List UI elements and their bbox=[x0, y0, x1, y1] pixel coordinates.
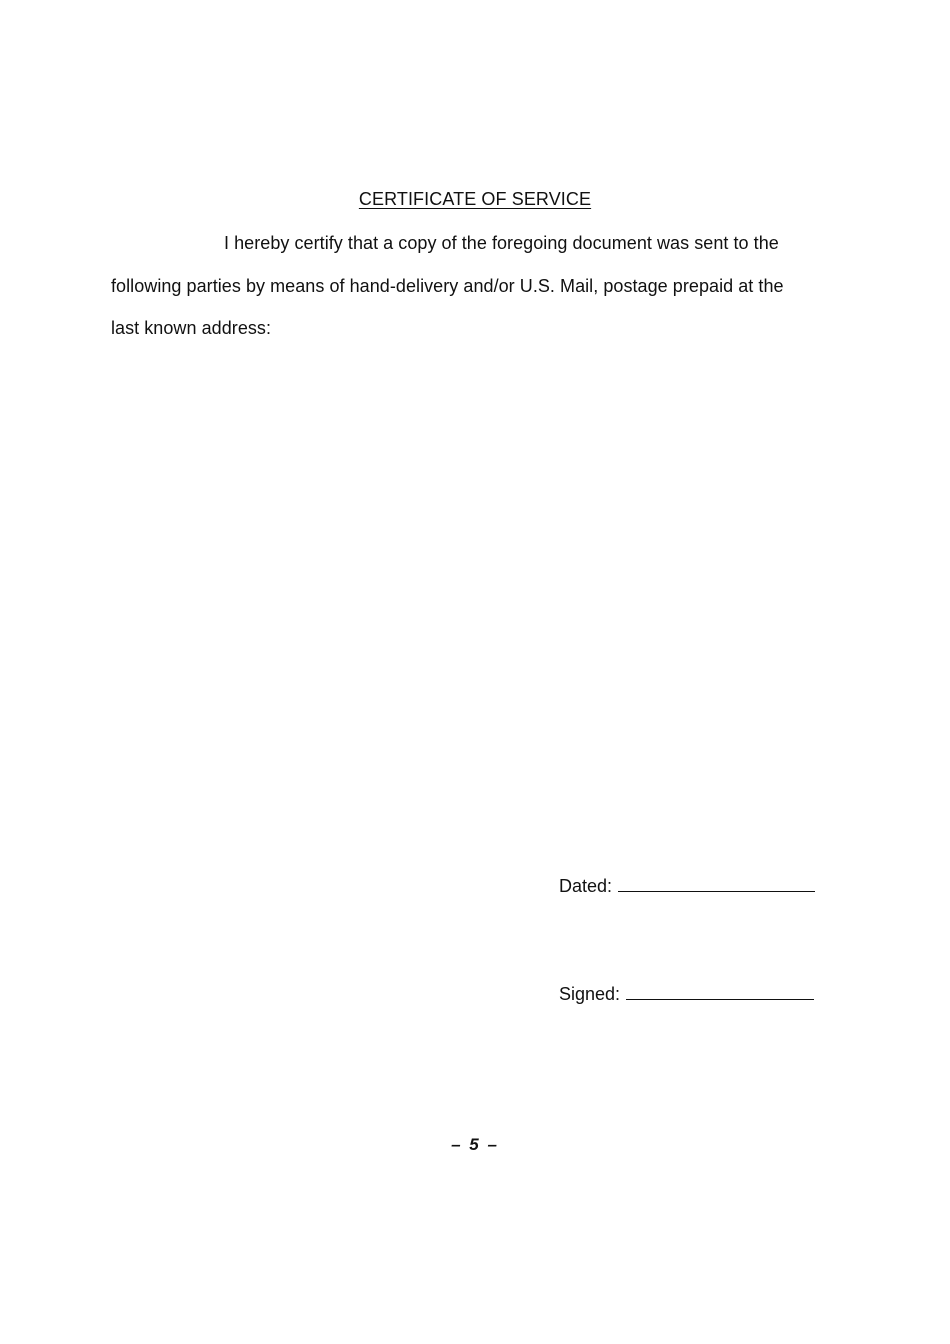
body-line-2: following parties by means of hand-delivery and/or U.S. Mail, postage prepaid at the bbox=[111, 276, 784, 296]
signed-row bbox=[559, 981, 814, 1006]
certificate-title: CERTIFICATE OF SERVICE bbox=[358, 189, 592, 209]
dated-label: Dated: bbox=[559, 876, 613, 896]
dated-row bbox=[559, 873, 815, 898]
dated-blank-line[interactable] bbox=[618, 873, 815, 892]
body-line-3: last known address: bbox=[111, 318, 272, 338]
signed-label: Signed: bbox=[559, 984, 621, 1004]
body-line-1: I hereby certify that a copy of the foregoing document was sent to the bbox=[224, 233, 779, 253]
signed-blank-line[interactable] bbox=[626, 981, 814, 1000]
page-number: – 5 – bbox=[451, 1135, 499, 1154]
